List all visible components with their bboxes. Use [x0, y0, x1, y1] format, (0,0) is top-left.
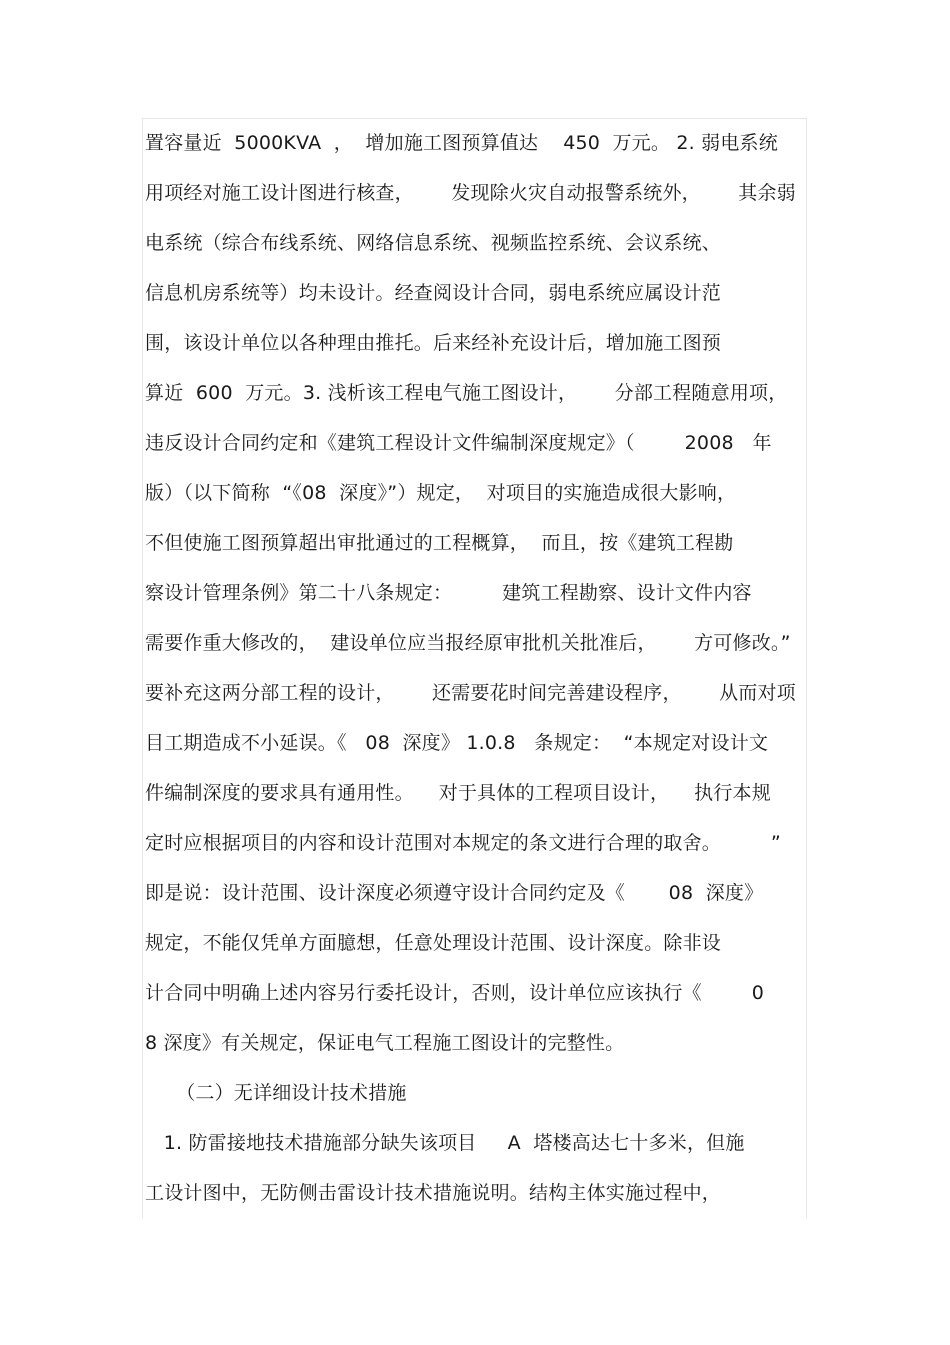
text-line: 目工期造成不小延误。《 08 深度》 1.0.8 条规定： “本规定对设计文: [145, 732, 769, 754]
text-line: 围，该设计单位以各种理由推托。后来经补充设计后，增加施工图预: [145, 332, 722, 354]
text-line: 8 深度》有关规定，保证电气工程施工图设计的完整性。: [145, 1032, 625, 1054]
text-line: 算近 600 万元。3. 浅析该工程电气施工图设计， 分部工程随意用项，: [145, 382, 788, 404]
text-line: 需要作重大修改的， 建设单位应当报经原审批机关批准后， 方可修改。”: [145, 632, 791, 654]
text-line: 工设计图中，无防侧击雷设计技术措施说明。结构主体实施过程中，: [145, 1182, 722, 1204]
text-line: 违反设计合同约定和《建筑工程设计文件编制深度规定》（ 2008 年: [145, 432, 772, 454]
text-line: 计合同中明确上述内容另行委托设计，否则，设计单位应该执行《 0: [145, 982, 765, 1004]
text-line: 电系统（综合布线系统、网络信息系统、视频监控系统、会议系统、: [145, 232, 722, 254]
text-line: 用项经对施工设计图进行核查， 发现除火灾自动报警系统外， 其余弱: [145, 182, 796, 204]
text-line: 即是说：设计范围、设计深度必须遵守设计合同约定及《 08 深度》: [145, 882, 764, 904]
text-line: 版）（以下简称 “《08 深度》”）规定， 对项目的实施造成很大影响，: [145, 482, 737, 504]
text-line: 信息机房系统等）均未设计。经查阅设计合同，弱电系统应属设计范: [145, 282, 722, 304]
text-line: 件编制深度的要求具有通用性。 对于具体的工程项目设计， 执行本规: [145, 782, 771, 804]
text-line: 规定，不能仅凭单方面臆想，任意处理设计范围、设计深度。除非设: [145, 932, 722, 954]
text-line: 要补充这两分部工程的设计， 还需要花时间完善建设程序， 从而对项: [145, 682, 796, 704]
text-line: 1. 防雷接地技术措施部分缺失该项目 A 塔楼高达七十多米，但施: [145, 1132, 745, 1154]
text-line: 不但使施工图预算超出审批通过的工程概算， 而且，按《建筑工程勘: [145, 532, 734, 554]
text-line: 定时应根据项目的内容和设计范围对本规定的条文进行合理的取舍。 ”: [145, 832, 781, 854]
document-body: [145, 118, 845, 1218]
text-line: 置容量近 5000KVA ， 增加施工图预算值达 450 万元。 2. 弱电系统: [145, 132, 778, 154]
text-line: 察设计管理条例》第二十八条规定： 建筑工程勘察、设计文件内容: [145, 582, 752, 604]
section-heading: （二）无详细设计技术措施: [145, 1082, 407, 1104]
